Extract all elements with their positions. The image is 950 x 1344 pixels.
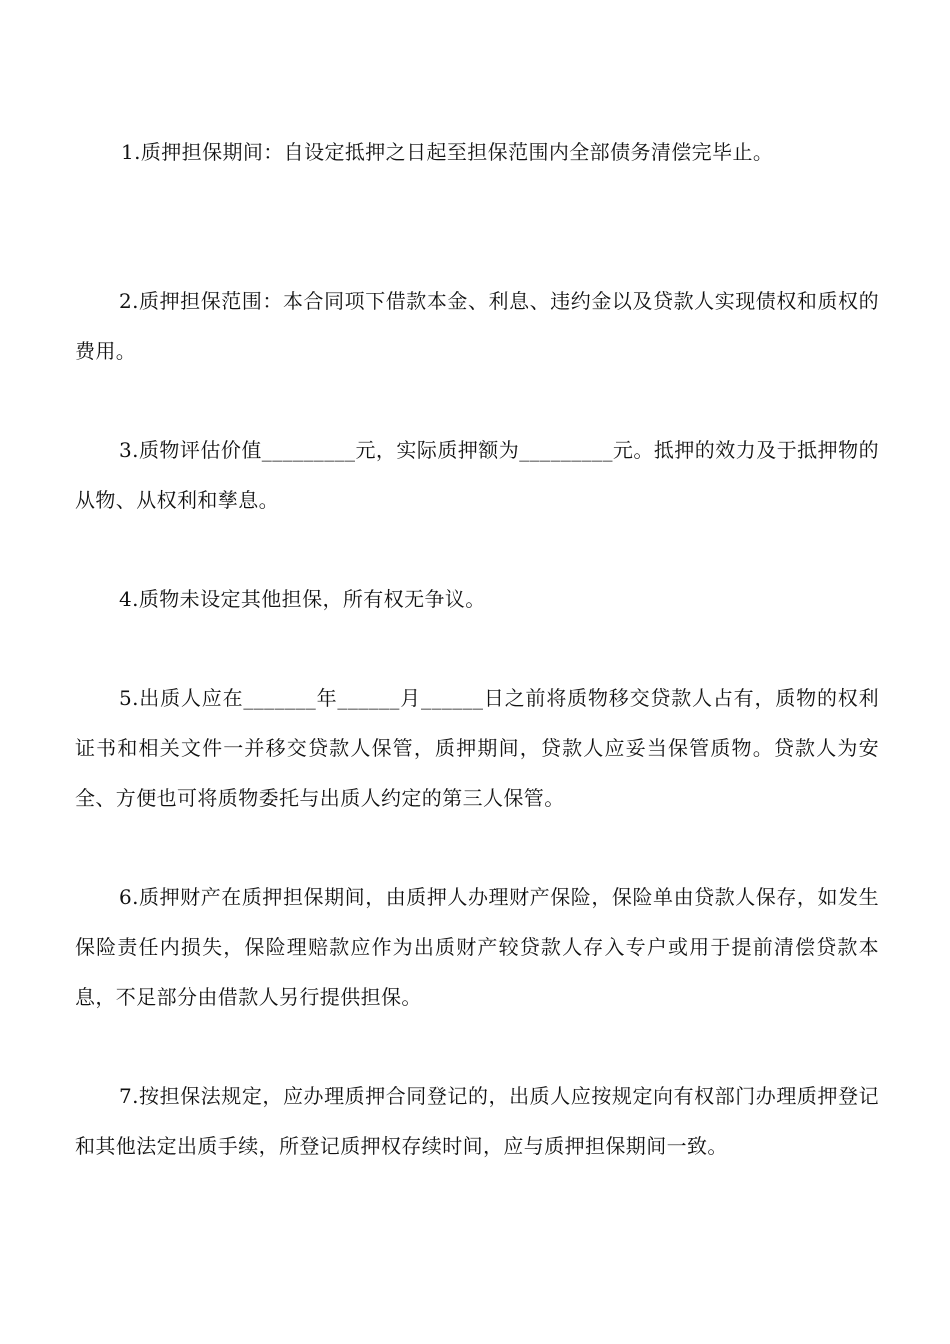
- clause-5-pledge-transfer: 5.出质人应在_______年______月______日之前将质物移交贷款人占有，质物的权利证书和相关文件一并移交贷款人保管，质押期间，贷款人应妥当保管质物。贷款人为安全、方便也可将质物委托与出质人约定的第三人保管。: [75, 686, 879, 810]
- clause-7-pledge-registration: 7.按担保法规定，应办理质押合同登记的，出质人应按规定向有权部门办理质押登记和其他法定出质手续，所登记质押权存续时间，应与质押担保期间一致。: [75, 1084, 879, 1158]
- clause-1-guarantee-period: 1.质押担保期间：自设定抵押之日起至担保范围内全部债务清偿完毕止。: [121, 140, 774, 164]
- clause-2-guarantee-scope: 2.质押担保范围：本合同项下借款本金、利息、违约金以及贷款人实现债权和质权的费用。: [75, 289, 879, 363]
- clause-3-pledge-valuation: 3.质物评估价值_________元，实际质押额为_________元。抵押的效力及于抵押物的从物、从权利和孳息。: [75, 438, 879, 512]
- clause-6-property-insurance: 6.质押财产在质押担保期间，由质押人办理财产保险，保险单由贷款人保存，如发生保险责任内损失，保险理赔款应作为出质财产较贷款人存入专户或用于提前清偿贷款本息，不足部分由借款人另行提供担保。: [75, 885, 879, 1009]
- clause-4-no-other-guarantee: 4.质物未设定其他担保，所有权无争议。: [119, 587, 486, 611]
